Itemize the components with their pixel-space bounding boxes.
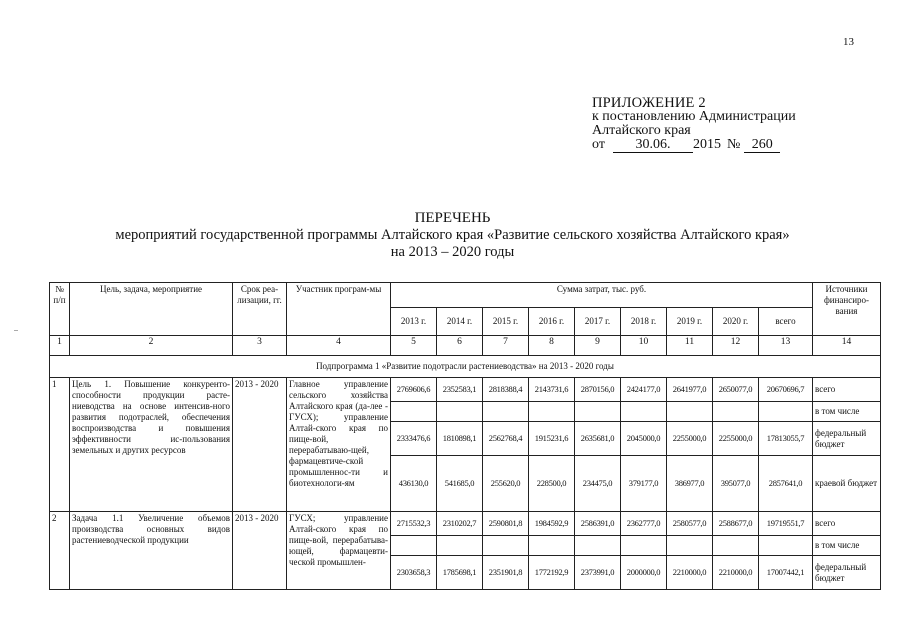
value-cell: 2641977,0: [667, 378, 713, 402]
column-number: 7: [483, 336, 529, 356]
value-cell: 541685,0: [437, 456, 483, 512]
source-cell: краевой бюджет: [813, 456, 881, 512]
appendix-title: ПРИЛОЖЕНИЕ 2: [592, 95, 706, 111]
header-sources: Источники финансиро-вания: [813, 283, 881, 336]
value-cell: 2000000,0: [621, 556, 667, 590]
value-cell: 2045000,0: [621, 422, 667, 456]
resolution-date: 30.06.: [613, 138, 693, 153]
header-year: 2014 г.: [437, 308, 483, 336]
measures-table: [49, 282, 881, 590]
value-cell: 2310202,7: [437, 512, 483, 536]
table-row: [50, 378, 881, 402]
column-number: 5: [391, 336, 437, 356]
value-cell: 2588677,0: [713, 512, 759, 536]
value-cell: 17007442,1: [759, 556, 813, 590]
header-year: 2019 г.: [667, 308, 713, 336]
column-number: 14: [813, 336, 881, 356]
value-cell: 2255000,0: [713, 422, 759, 456]
number-label: №: [726, 137, 741, 152]
page-number: 13: [843, 36, 854, 48]
row-number: 1: [50, 378, 70, 512]
value-cell: 228500,0: [529, 456, 575, 512]
value-cell: 234475,0: [575, 456, 621, 512]
value-cell: 2373991,0: [575, 556, 621, 590]
column-numbers-row: [50, 336, 881, 356]
value-cell: 436130,0: [391, 456, 437, 512]
header-year: 2016 г.: [529, 308, 575, 336]
source-cell: всего: [813, 512, 881, 536]
value-cell: 2210000,0: [713, 556, 759, 590]
row-goal: Цель 1. Повышение конкуренто-способности продукции расте-ниеводства на основе интенсив-ного развития подотраслей, обеспечения воспроизводства и повышения эффективности ис-пользования земельных и других ресурсов: [70, 378, 233, 512]
page-bottom-margin: [0, 606, 905, 640]
column-number: 13: [759, 336, 813, 356]
value-cell: 2580577,0: [667, 512, 713, 536]
header-no: № п/п: [50, 283, 70, 336]
header-costs: Сумма затрат, тыс. руб.: [391, 283, 813, 308]
header-goal: Цель, задача, мероприятие: [70, 283, 233, 336]
value-cell: 2352583,1: [437, 378, 483, 402]
value-cell: 1915231,6: [529, 422, 575, 456]
value-cell: 17813055,7: [759, 422, 813, 456]
source-cell: в том числе: [813, 536, 881, 556]
value-cell: 255620,0: [483, 456, 529, 512]
row-participant: ГУСХ; управление Алтай-ского края по пище-вой, перерабатыва-ющей, фармацевти-ческой промышлен-: [287, 512, 391, 590]
appendix-date-line: [592, 138, 796, 153]
header-year: 2013 г.: [391, 308, 437, 336]
header-participant: Участник програм-мы: [287, 283, 391, 336]
column-number: 2: [70, 336, 233, 356]
appendix-line3: Алтайского края: [592, 123, 691, 138]
value-cell: 2818388,4: [483, 378, 529, 402]
value-cell: 2562768,4: [483, 422, 529, 456]
title-line2: мероприятий государственной программы Алтайского края «Развитие сельского хозяйства Алтайского края»: [115, 227, 790, 243]
header-year: 2018 г.: [621, 308, 667, 336]
title-line3: на 2013 – 2020 годы: [390, 244, 515, 260]
value-cell: 20670696,7: [759, 378, 813, 402]
value-cell: 19719551,7: [759, 512, 813, 536]
resolution-number: 260: [744, 138, 780, 153]
value-cell: 1984592,9: [529, 512, 575, 536]
source-cell: в том числе: [813, 402, 881, 422]
source-cell: федеральный бюджет: [813, 422, 881, 456]
subprogram-heading: Подпрограмма 1 «Развитие подотрасли растениеводства» на 2013 - 2020 годы: [50, 356, 881, 378]
value-cell: 2586391,0: [575, 512, 621, 536]
header-year: 2017 г.: [575, 308, 621, 336]
column-number: 1: [50, 336, 70, 356]
column-number: 11: [667, 336, 713, 356]
from-label: от: [592, 137, 605, 152]
scan-mark: [14, 330, 18, 331]
value-cell: 2210000,0: [667, 556, 713, 590]
source-cell: всего: [813, 378, 881, 402]
value-cell: 2635681,0: [575, 422, 621, 456]
header-year: 2020 г.: [713, 308, 759, 336]
column-number: 8: [529, 336, 575, 356]
value-cell: 1810898,1: [437, 422, 483, 456]
value-cell: 2650077,0: [713, 378, 759, 402]
row-participant: Главное управление сельского хозяйства Алтайского края (да-лее - ГУСХ); управление Алтай-ского края по пище-вой, перерабатываю-щей, фармацевтиче-ской промышленнос-ти и биотехнологи-ям: [287, 378, 391, 512]
row-number: 2: [50, 512, 70, 590]
value-cell: 2333476,6: [391, 422, 437, 456]
value-cell: 2303658,3: [391, 556, 437, 590]
value-cell: 2143731,6: [529, 378, 575, 402]
column-number: 9: [575, 336, 621, 356]
header-year: 2015 г.: [483, 308, 529, 336]
header-total: всего: [759, 308, 813, 336]
column-number: 4: [287, 336, 391, 356]
appendix-line2: к постановлению Администрации: [592, 109, 796, 124]
value-cell: 395077,0: [713, 456, 759, 512]
value-cell: 2590801,8: [483, 512, 529, 536]
source-cell: федеральный бюджет: [813, 556, 881, 590]
column-number: 10: [621, 336, 667, 356]
header-term: Срок реа-лизации, гг.: [233, 283, 287, 336]
column-number: 3: [233, 336, 287, 356]
value-cell: 379177,0: [621, 456, 667, 512]
document-title: [0, 210, 905, 261]
appendix-block: [592, 96, 796, 153]
column-number: 12: [713, 336, 759, 356]
value-cell: 2857641,0: [759, 456, 813, 512]
value-cell: 2362777,0: [621, 512, 667, 536]
value-cell: 386977,0: [667, 456, 713, 512]
row-term: 2013 - 2020: [233, 512, 287, 590]
value-cell: 2351901,8: [483, 556, 529, 590]
row-goal: Задача 1.1 Увеличение объемов производства основных видов растениеводческой продукции: [70, 512, 233, 590]
value-cell: 2715532,3: [391, 512, 437, 536]
value-cell: 2769606,6: [391, 378, 437, 402]
value-cell: 2255000,0: [667, 422, 713, 456]
resolution-year: 2015: [692, 137, 721, 152]
value-cell: 2424177,0: [621, 378, 667, 402]
column-number: 6: [437, 336, 483, 356]
row-term: 2013 - 2020: [233, 378, 287, 512]
value-cell: 1772192,9: [529, 556, 575, 590]
table-row: [50, 512, 881, 536]
value-cell: 1785698,1: [437, 556, 483, 590]
title-line1: ПЕРЕЧЕНЬ: [414, 210, 491, 226]
value-cell: 2870156,0: [575, 378, 621, 402]
